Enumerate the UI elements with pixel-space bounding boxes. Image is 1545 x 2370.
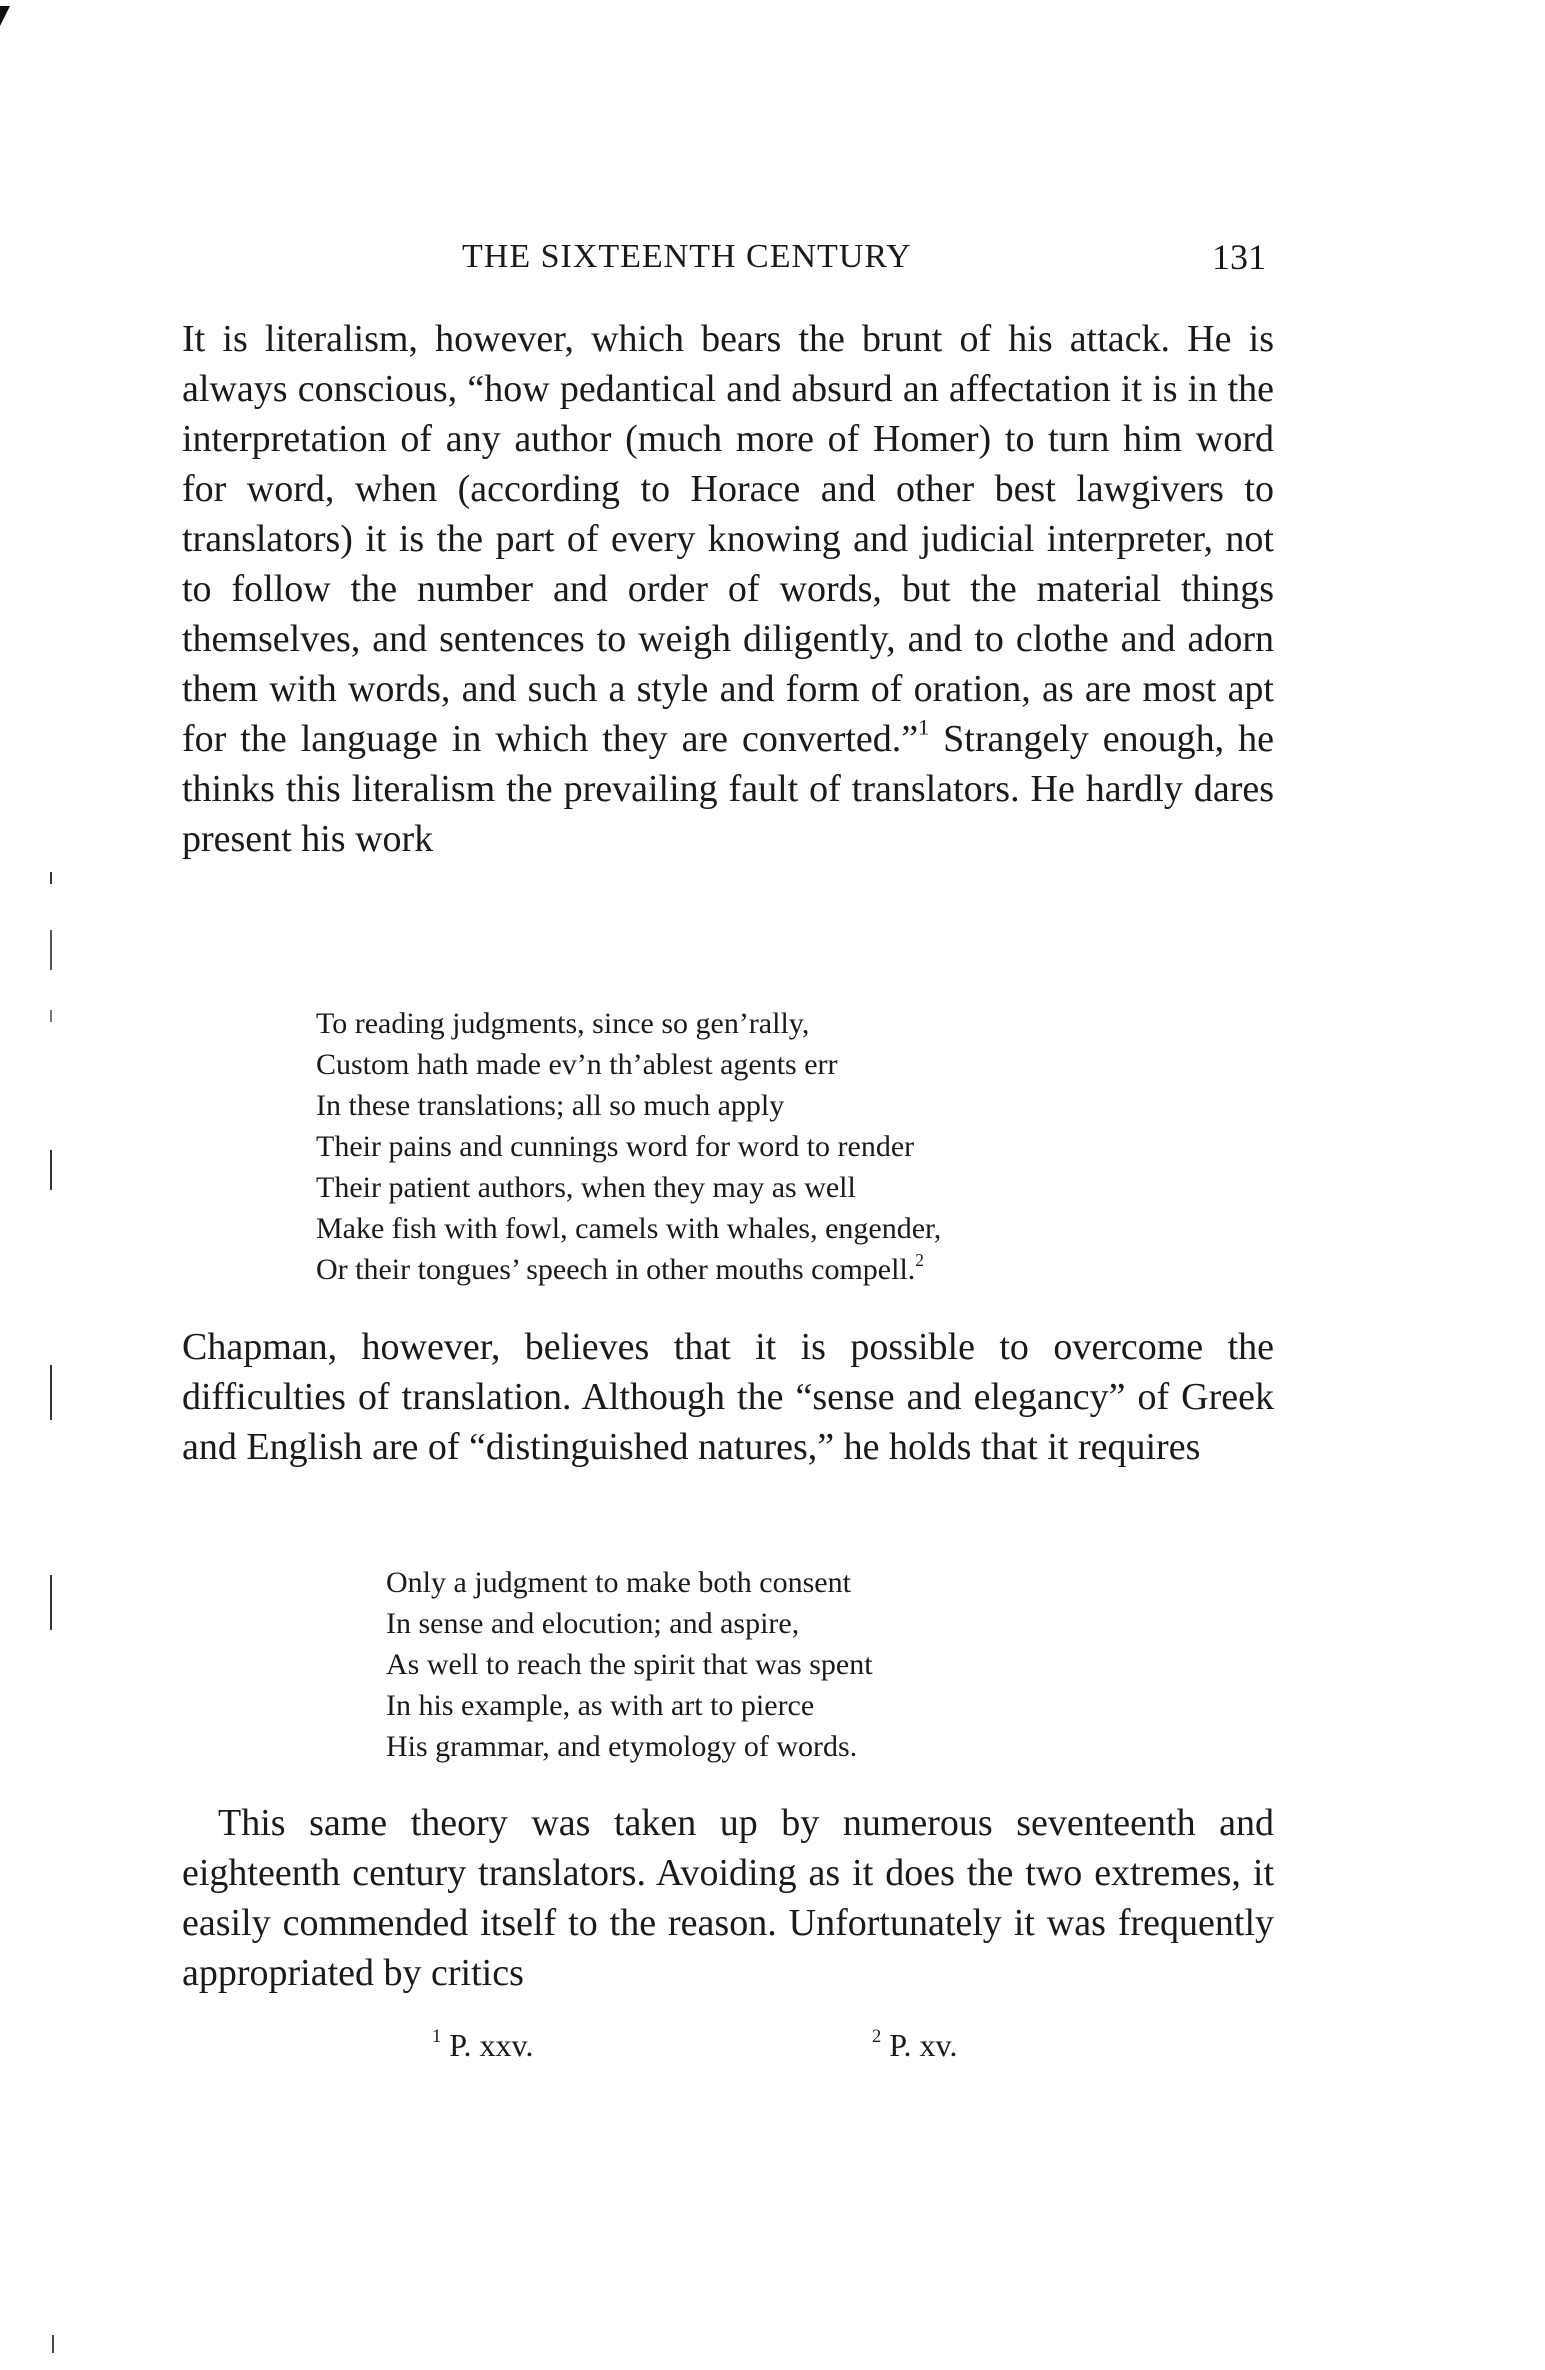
scan-margin-mark [50,1575,52,1630]
page-number: 131 [1212,237,1266,277]
paragraph-text: Strangely enough, he thinks this literalism the prevailing fault of translators. He hardly dares present his work [182,718,1274,860]
body-paragraph-1 [182,314,1274,864]
scan-margin-mark [50,872,52,884]
scan-margin-mark [50,1365,52,1420]
scan-margin-mark [52,2335,54,2353]
paragraph-text: Chapman, however, believes that it is possible to overcome the difficulties of translation. Although the “sense and elegancy” of Greek and English are of “distinguished natures,” he holds that it requires [182,1326,1274,1468]
verse-line: Their pains and cunnings word for word to render [316,1130,915,1163]
running-head: THE SIXTEENTH CENTURY [462,238,912,275]
verse-line: Custom hath made ev’n th’ablest agents err [316,1048,838,1081]
footnote-text: P. xv. [881,2027,958,2063]
verse-line: Make fish with fowl, camels with whales, engender, [316,1212,942,1245]
page-header [182,232,1274,292]
verse-quotation-1 [316,1003,941,1290]
footnote-ref-1: 1 [918,714,930,740]
verse-line-text: Or their tongues’ speech in other mouths compell. [316,1253,916,1286]
footnote-text: P. xxv. [441,2027,534,2063]
paragraph-text: This same theory was taken up by numerous seventeenth and eighteenth century translators. Avoiding as it does the two extremes, it easily commended itself to the reason. Unfortunately it was frequently appropriated by critics [182,1802,1274,1994]
verse-line: Their patient authors, when they may as well [316,1171,856,1204]
body-paragraph-2 [182,1322,1274,1472]
scan-margin-mark [50,930,52,970]
footnote-marker: 1 [432,2026,442,2048]
verse-line: To reading judgments, since so gen’rally, [316,1007,810,1040]
footnotes [0,2027,1545,2077]
verse-line [316,1249,941,1290]
verse-line: As well to reach the spirit that was spent [386,1648,873,1681]
verse-line: In these translations; all so much apply [316,1089,785,1122]
verse-line: His grammar, and etymology of words. [386,1730,858,1763]
scan-margin-mark [50,1010,52,1022]
scan-margin-mark [50,1150,52,1190]
body-paragraph-3 [182,1798,1274,1998]
paragraph-text: It is literalism, however, which bears the brunt of his attack. He is always conscious, “how pedantical and absurd an affectation it is in the interpretation of any author (much more of Homer) to turn him word for word, when (according to Horace and other best lawgivers to translators) it is the part of every knowing and judicial interpreter, not to follow the number and order of words, but the material things themselves, and sentences to weigh diligently, and to clothe and adorn them with words, and such a style and form of oration, as are most apt for the language in which they are converted.” [182,318,1274,760]
verse-line: In sense and elocution; and aspire, [386,1607,800,1640]
footnote-marker: 2 [872,2026,882,2048]
footnote-2 [872,2027,957,2064]
footnote-ref-2: 2 [915,1249,924,1270]
footnote-1 [432,2027,533,2064]
verse-quotation-2 [386,1562,873,1767]
scan-corner-mark [0,6,10,26]
verse-line: In his example, as with art to pierce [386,1689,815,1722]
verse-line: Only a judgment to make both consent [386,1566,851,1599]
